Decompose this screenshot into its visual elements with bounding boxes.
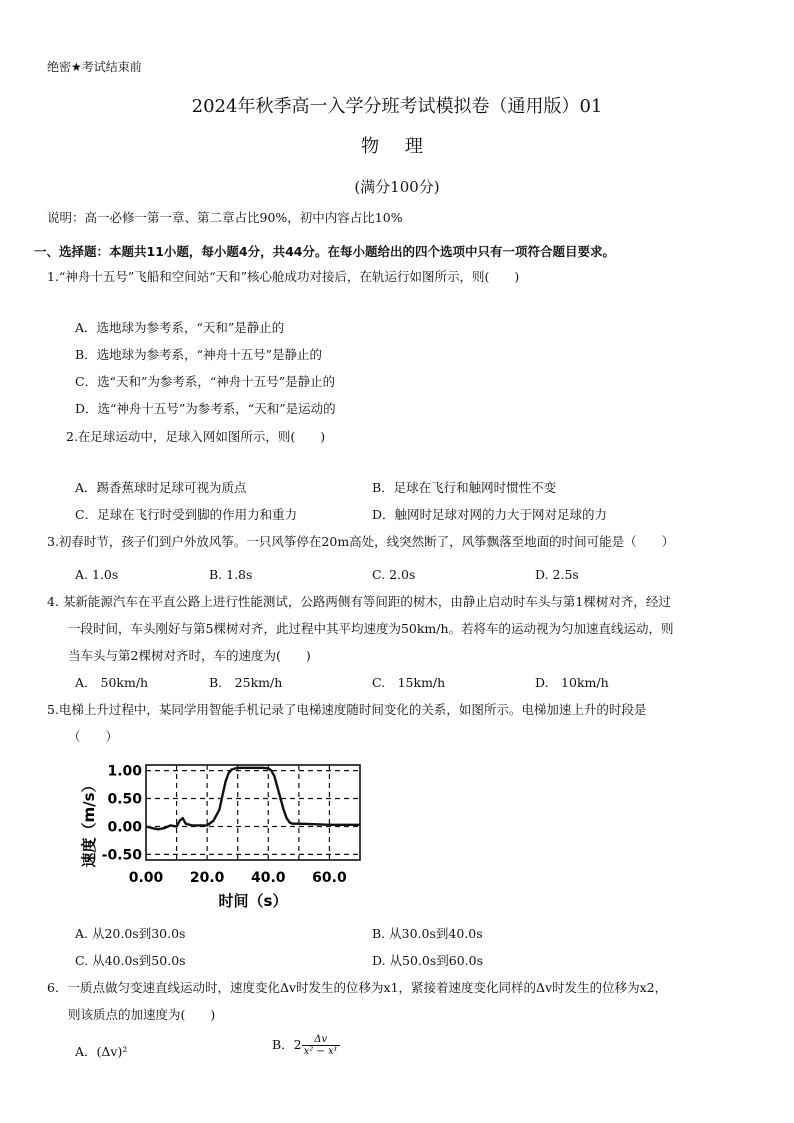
y-tick-label: 0.50 xyxy=(107,791,142,808)
question-6-stem-line-1: 6．一质点做匀变速直线运动时，速度变化Δv时发生的位移为x1，紧接着速度变化同样的Δv时发生的位移为x2， xyxy=(47,980,668,995)
fraction-denominator: x² − x¹ xyxy=(303,1046,338,1057)
y-tick-label: -0.50 xyxy=(101,847,142,864)
x-axis-label: 时间（s） xyxy=(218,892,288,910)
section-heading: 一、选择题：本题共11小题，每小题4分，共44分。在每小题给出的四个选项中只有一项符合题目要求。 xyxy=(34,244,615,259)
question-6-stem-line-2: 则该质点的加速度为( ) xyxy=(68,1007,216,1022)
question-4-stem-line-1: 4. 某新能源汽车在平直公路上进行性能测试，公路两侧有等间距的树木，由静止启动时车头与第1棵树对齐，经过 xyxy=(47,594,671,609)
q1-option-a[interactable]: A．选地球为参考系，“天和”是静止的 xyxy=(75,320,285,335)
x-tick-label: 0.00 xyxy=(128,870,164,886)
exam-title: 2024年秋季高一入学分班考试模拟卷（通用版）01 xyxy=(191,96,603,117)
question-5-stem-line-1: 5.电梯上升过程中，某同学用智能手机记录了电梯速度随时间变化的关系，如图所示。电梯加速上升的时段是 xyxy=(47,702,647,717)
q1-option-d[interactable]: D．选“神舟十五号”为参考系，“天和”是运动的 xyxy=(75,401,336,416)
q6-option-b[interactable] xyxy=(272,1034,340,1057)
q6-option-a[interactable]: A．(Δv)² xyxy=(75,1044,128,1059)
q5-option-a[interactable]: A. 从20.0s到30.0s xyxy=(75,926,186,941)
question-2-stem: 2.在足球运动中，足球入网如图所示，则( ) xyxy=(66,429,326,444)
velocity-time-chart xyxy=(78,750,378,915)
question-5-stem-line-2: （ ） xyxy=(68,729,119,744)
q3-option-a[interactable]: A. 1.0s xyxy=(75,567,119,582)
q1-option-c[interactable]: C．选“天和”为参考系，“神舟十五号”是静止的 xyxy=(75,374,336,389)
fraction-numerator: Δv xyxy=(302,1034,340,1046)
question-3-stem: 3.初春时节，孩子们到户外放风筝。一只风筝停在20m高处，线突然断了，风筝飘落至地面的时间可能是（ ） xyxy=(47,534,675,549)
exam-note: 说明：高一必修一第一章、第二章占比90%，初中内容占比10% xyxy=(47,210,403,225)
y-tick-label: 0.00 xyxy=(107,819,142,836)
subject-title: 物 理 xyxy=(361,136,433,157)
x-tick-label: 60.0 xyxy=(312,870,347,886)
plot-frame xyxy=(146,765,360,860)
q1-option-b[interactable]: B．选地球为参考系，“神舟十五号”是静止的 xyxy=(75,347,322,362)
q6-option-b-label: B．2 xyxy=(272,1037,302,1052)
confidential-label: 绝密★考试结束前 xyxy=(47,60,142,74)
q4-option-d[interactable]: D. 10km/h xyxy=(535,675,609,690)
q4-option-a[interactable]: A. 50km/h xyxy=(75,675,149,690)
full-score: (满分100分) xyxy=(354,178,440,196)
q4-option-c[interactable]: C. 15km/h xyxy=(372,675,446,690)
q4-option-b[interactable]: B. 25km/h xyxy=(209,675,283,690)
q5-option-b[interactable]: B. 从30.0s到40.0s xyxy=(372,926,483,941)
q5-option-c[interactable]: C. 从40.0s到50.0s xyxy=(75,953,186,968)
q3-option-c[interactable]: C. 2.0s xyxy=(372,567,416,582)
q2-option-d[interactable]: D．触网时足球对网的力大于网对足球的力 xyxy=(372,507,608,522)
q3-option-b[interactable]: B. 1.8s xyxy=(209,567,253,582)
question-4-stem-line-3: 当车头与第2棵树对齐时，车的速度为( ) xyxy=(68,648,311,663)
q2-option-b[interactable]: B．足球在飞行和触网时惯性不变 xyxy=(372,480,557,495)
question-1-stem: 1.“神舟十五号”飞船和空间站“天和”核心舱成功对接后，在轨运行如图所示，则( ) xyxy=(47,269,520,284)
x-tick-label: 20.0 xyxy=(189,870,225,886)
q3-option-d[interactable]: D. 2.5s xyxy=(535,567,579,582)
q6-option-b-fraction xyxy=(302,1034,340,1057)
question-4-stem-line-2: 一段时间，车头刚好与第5棵树对齐，此过程中其平均速度为50km/h。若将车的运动视为匀加速直线运动，则 xyxy=(68,621,674,636)
x-tick-label: 40.0 xyxy=(251,870,286,886)
q2-option-a[interactable]: A．踢香蕉球时足球可视为质点 xyxy=(75,480,247,495)
q5-option-d[interactable]: D. 从50.0s到60.0s xyxy=(372,953,484,968)
y-axis-label: 速度（m/s） xyxy=(80,777,98,868)
y-tick-label: 1.00 xyxy=(107,763,142,780)
q2-option-c[interactable]: C．足球在飞行时受到脚的作用力和重力 xyxy=(75,507,298,522)
